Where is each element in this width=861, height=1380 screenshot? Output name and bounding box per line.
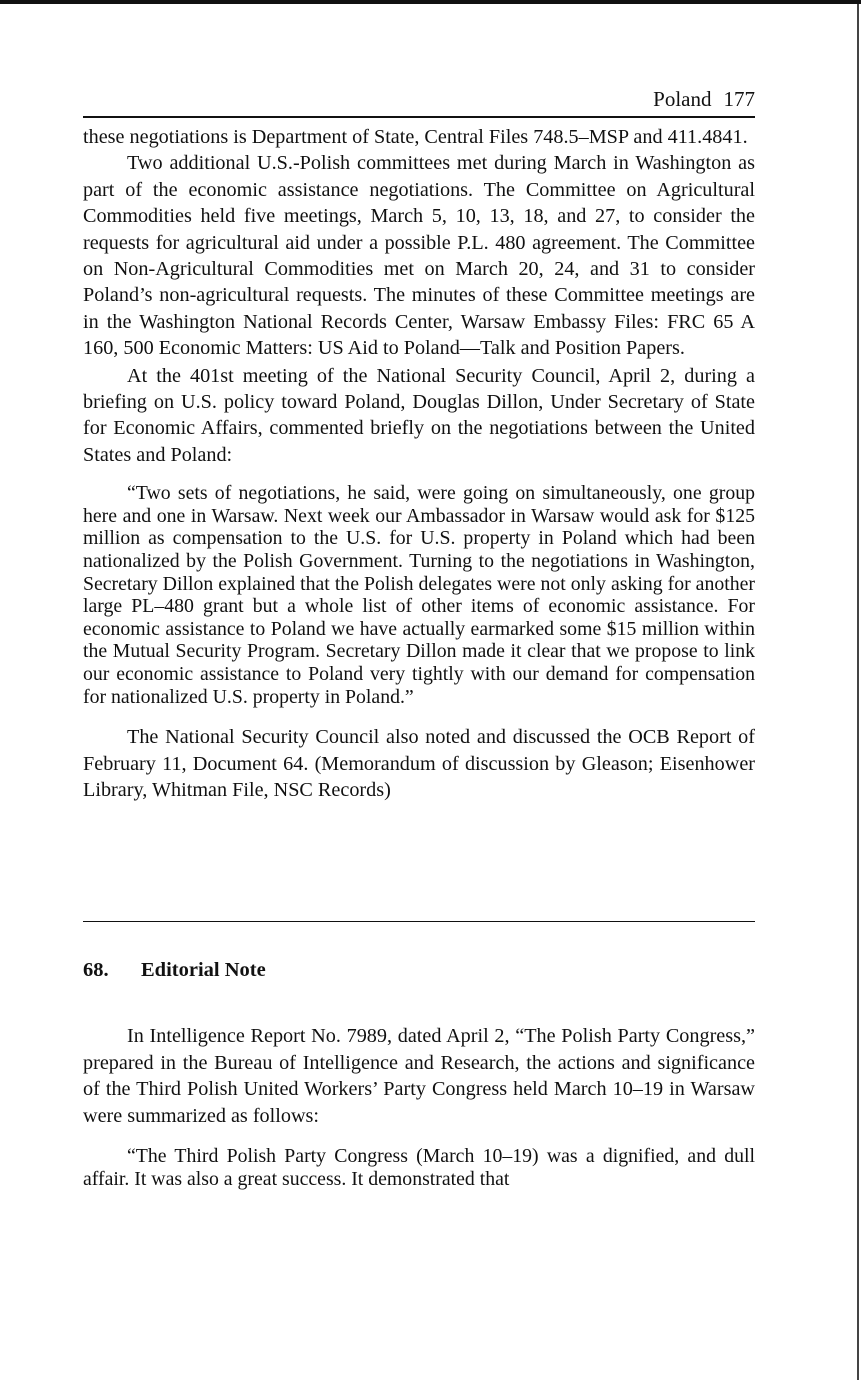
section-title: Editorial Note: [141, 959, 266, 982]
top-border: [0, 0, 861, 4]
section-heading: [83, 957, 755, 983]
section-divider: [83, 921, 755, 922]
page-number: 177: [723, 87, 755, 111]
nsc-meeting-paragraph: At the 401st meeting of the National Security Council, April 2, during a briefing on U.S. policy toward Poland, Douglas Dillon, Under Secretary of State for Economic Affairs, commented briefly on the negotiations between the United States and Poland:: [83, 364, 755, 466]
committees-paragraph: Two additional U.S.-Polish committees met during March in Washington as part of the economic assistance negotiations. The Committee on Agricultural Commodities held five meetings, March 5, 10, 13, 18, and 27, to consider the requests for agricultural aid under a possible P.L. 480 agreement. The Committee on Non-Agricultural Commodities met on March 20, 24, and 31 to consider Poland’s non-agricultural requests. The minutes of these Committee meetings are in the Washington National Records Center, Warsaw Embassy Files: FRC 65 A 160, 500 Economic Matters: US Aid to Poland—Talk and Position Papers.: [83, 152, 755, 360]
continuation-paragraph: these negotiations is Department of State, Central Files 748.5–MSP and 411.4841.: [83, 126, 748, 148]
running-header: [83, 84, 755, 114]
document-page: [83, 84, 755, 1190]
ocb-report-paragraph: The National Security Council also noted and discussed the OCB Report of February 11, Document 64. (Memorandum of discussion by Gleason; Eisenhower Library, Whitman File, NSC Records): [83, 726, 755, 802]
dillon-quote: “Two sets of negotiations, he said, were going on simultaneously, one group here and one in Warsaw. Next week our Ambassador in Warsaw would ask for $125 million as compensation to the U.S. for U.S. property in Poland which had been nationalized by the Polish Government. Turning to the negotiations in Washington, Secretary Dillon explained that the Polish delegates were not only asking for another large PL–480 grant but a whole list of other items of economic assistance. For economic assistance to Poland we have actually earmarked some $15 million within the Mutual Security Program. Secretary Dillon made it clear that we propose to link our economic assistance to Poland very tightly with our demand for compensation for nationalized U.S. property in Poland.”: [83, 482, 755, 708]
header-rule: [83, 116, 755, 118]
page-edge: [857, 4, 859, 1380]
congress-quote: “The Third Polish Party Congress (March 10–19) was a dignified, and dull affair. It was also a great success. It demonstrated that: [83, 1145, 755, 1190]
header-title: Poland: [653, 87, 712, 111]
section-number: 68.: [83, 959, 109, 982]
intelligence-report-paragraph: In Intelligence Report No. 7989, dated April 2, “The Polish Party Congress,” prepared in the Bureau of Intelligence and Research, the actions and significance of the Third Polish United Workers’ Party Congress held March 10–19 in Warsaw were summarized as follows:: [83, 1025, 755, 1127]
